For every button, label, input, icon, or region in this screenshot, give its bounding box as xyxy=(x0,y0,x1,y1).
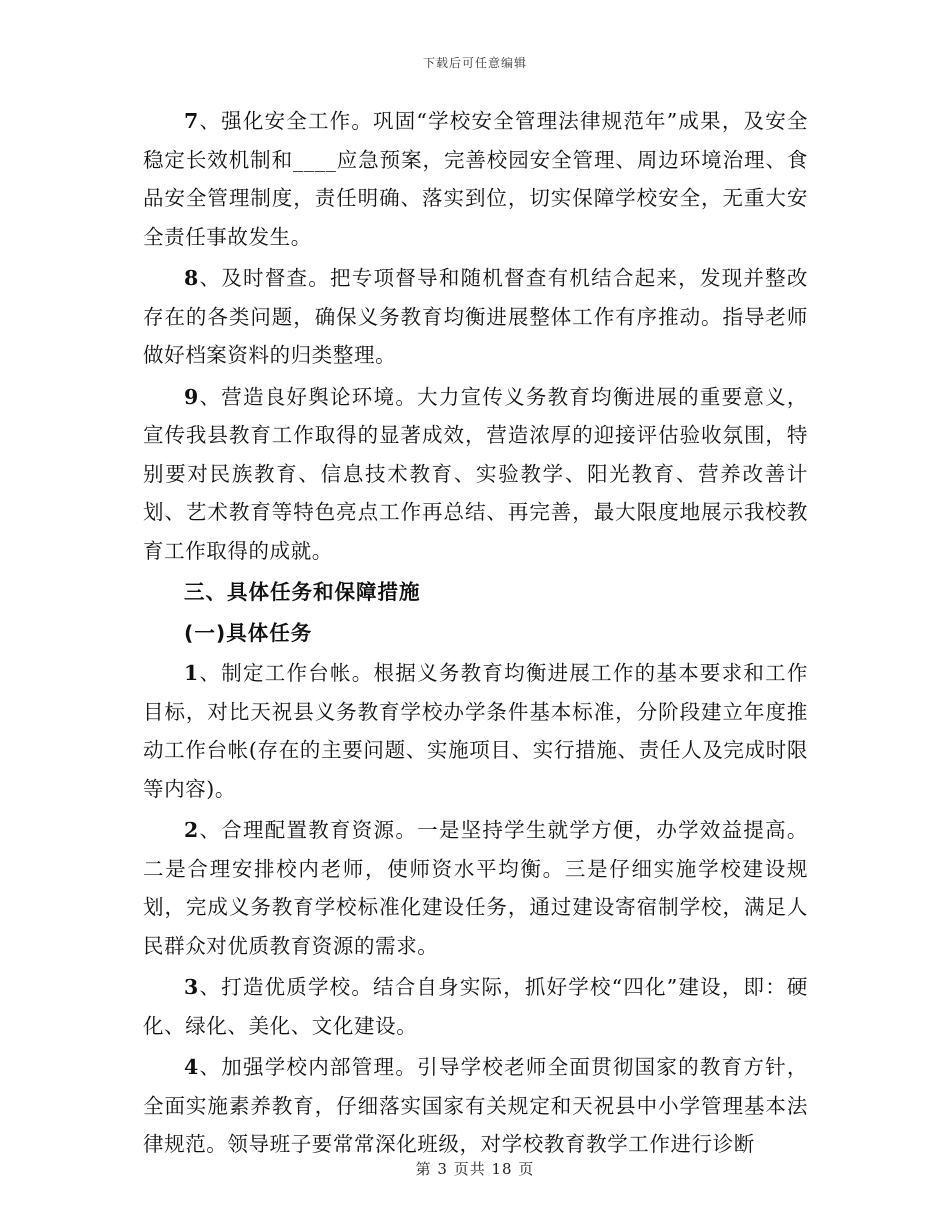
paragraph-number: 3 xyxy=(184,975,199,999)
paragraph-8 xyxy=(143,259,808,375)
page-footer: 第 3 页共 18 页 xyxy=(415,1160,535,1178)
paragraph-text: 、及时督查。把专项督导和随机督查有机结合起来，发现并整改存在的各类问题，确保义务教育均衡进展整体工作有序推动。指导老师做好档案资料的归类整理。 xyxy=(143,266,808,367)
paragraph-7 xyxy=(143,102,808,256)
task-2 xyxy=(143,811,808,965)
paragraph-number: 8 xyxy=(184,266,199,290)
page-header: 下载后可任意编辑 xyxy=(422,56,527,70)
subsection-heading: (一)具体任务 xyxy=(184,620,313,645)
paragraph-text: 、制定工作台帐。根据义务教育均衡进展工作的基本要求和工作目标，对比天祝县义务教育学校办学条件基本标准，分阶段建立年度推动工作台帐(存在的主要问题、实施项目、实行措施、责任人及完成时限等内容)。 xyxy=(143,661,808,801)
task-1 xyxy=(143,654,808,808)
paragraph-9 xyxy=(143,378,808,571)
paragraph-number: 7 xyxy=(184,109,199,133)
paragraph-text: 、营造良好舆论环境。大力宣传义务教育均衡进展的重要意义，宣传我县教育工作取得的显著成效，营造浓厚的迎接评估验收氛围，特别要对民族教育、信息技术教育、实验教学、阳光教育、营养改善计划、艺术教育等特色亮点工作再总结、再完善，最大限度地展示我校教育工作取得的成就。 xyxy=(143,384,808,563)
paragraph-number: 9 xyxy=(184,384,199,409)
paragraph-number: 1 xyxy=(184,661,199,685)
paragraph-number: 4 xyxy=(184,1055,199,1079)
paragraph-text: 、合理配置教育资源。一是坚持学生就学方便，办学效益提高。二是合理安排校内老师，使师资水平均衡。三是仔细实施学校建设规划，完成义务教育学校标准化建设任务，通过建设寄宿制学校，满足人民群众对优质教育资源的需求。 xyxy=(143,818,808,958)
document-body xyxy=(143,102,808,1167)
task-3 xyxy=(143,968,808,1045)
paragraph-number: 2 xyxy=(184,818,199,842)
task-4 xyxy=(143,1048,808,1164)
paragraph-text: 、强化安全工作。巩固“学校安全管理法律规范年”成果，及安全稳定长效机制和____应急预案，完善校园安全管理、周边环境治理、食品安全管理制度，责任明确、落实到位，切实保障学校安全，无重大安全责任事故发生。 xyxy=(143,109,808,249)
paragraph-text: 、加强学校内部管理。引导学校老师全面贯彻国家的教育方针，全面实施素养教育，仔细落实国家有关规定和天祝县中小学管理基本法律规范。领导班子要常常深化班级，对学校教育教学工作进行诊断 xyxy=(143,1055,808,1156)
paragraph-text: 、打造优质学校。结合自身实际，抓好学校“四化”建设，即：硬化、绿化、美化、文化建设。 xyxy=(143,975,808,1038)
section-heading: 三、具体任务和保障措施 xyxy=(184,580,421,604)
